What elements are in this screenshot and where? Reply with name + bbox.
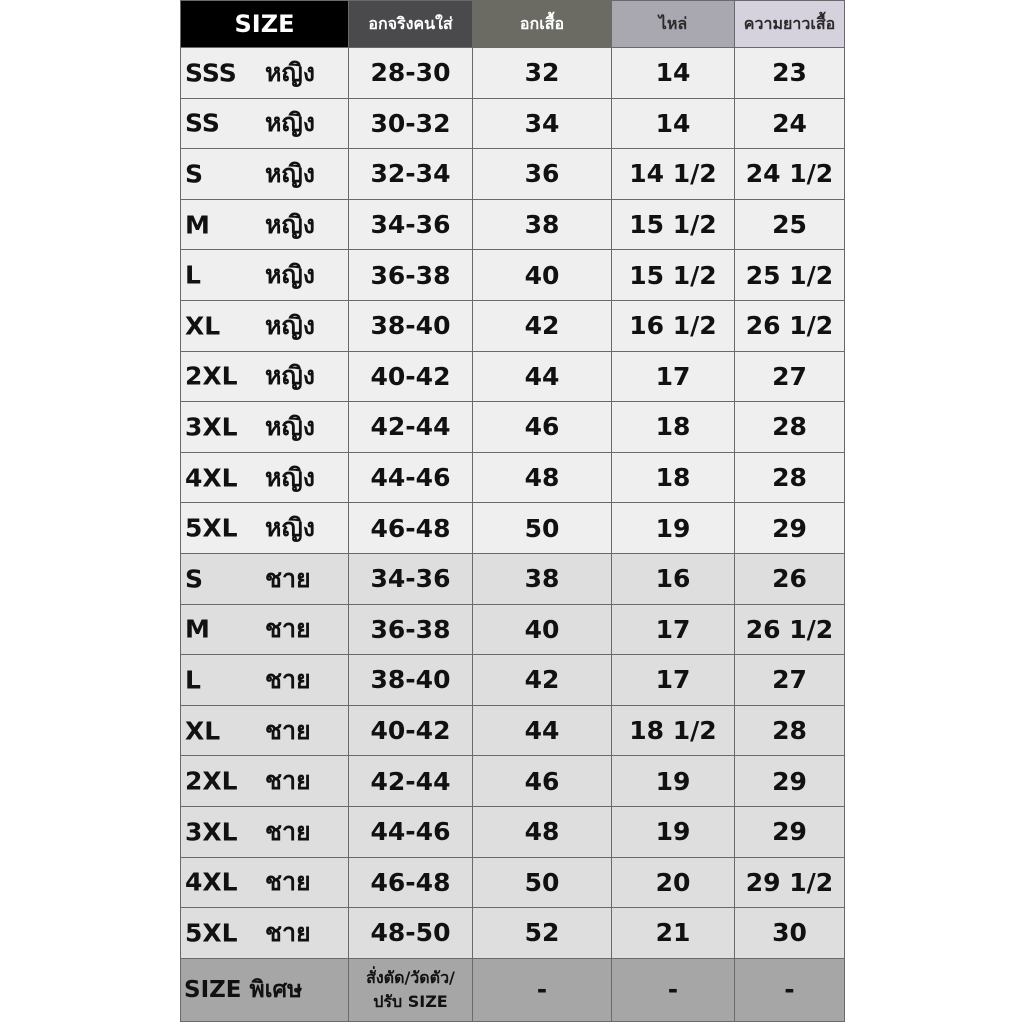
size-code: 4XL [185,867,238,897]
size-cell [181,857,349,908]
gender-label: ชาย [265,664,311,694]
table-row [181,48,845,99]
size-cell [181,756,349,807]
size-cell [181,300,349,351]
shoulder-cell: 19 [612,503,735,554]
table-row [181,806,845,857]
size-code: XL [185,311,221,341]
shirt-length-cell: - [735,958,845,1021]
size-cell [181,48,349,99]
table-row [181,351,845,402]
shirt-length-cell: 24 [735,98,845,149]
shirt-chest-cell: 42 [473,300,612,351]
table-row [181,908,845,959]
size-cell [181,604,349,655]
table-row [181,149,845,200]
gender-label: ชาย [265,867,311,897]
size-cell [181,199,349,250]
body-chest-cell: 44-46 [349,452,473,503]
size-cell [181,705,349,756]
shoulder-cell: 20 [612,857,735,908]
shirt-chest-cell: 36 [473,149,612,200]
table-header [181,1,845,48]
shirt-chest-cell: 46 [473,756,612,807]
shirt-chest-cell: 50 [473,503,612,554]
shirt-length-cell: 26 1/2 [735,604,845,655]
header-size: SIZE [181,1,349,48]
gender-label: หญิง [265,361,315,391]
shoulder-cell: 21 [612,908,735,959]
size-cell [181,958,349,1021]
gender-label: หญิง [265,209,315,239]
body-chest-cell: 42-44 [349,756,473,807]
custom-order-note [349,958,473,1021]
gender-label: ชาย [265,563,311,593]
gender-label: ชาย [265,715,311,745]
table-row [181,857,845,908]
gender-label: ชาย [265,766,311,796]
size-code: L [185,260,201,290]
shirt-length-cell: 29 [735,503,845,554]
size-cell [181,806,349,857]
shirt-chest-cell: 40 [473,604,612,655]
special-size-row [181,958,845,1021]
gender-label: ชาย [265,816,311,846]
shoulder-cell: 16 1/2 [612,300,735,351]
body-chest-cell: 36-38 [349,604,473,655]
shoulder-cell: 14 [612,48,735,99]
body-chest-cell: 42-44 [349,402,473,453]
gender-label: ชาย [265,614,311,644]
shirt-length-cell: 30 [735,908,845,959]
size-code: 3XL [185,817,238,847]
custom-order-note-line: ปรับ SIZE [373,991,448,1011]
shirt-chest-cell: 44 [473,705,612,756]
shoulder-cell: 14 [612,98,735,149]
body-chest-cell: 44-46 [349,806,473,857]
size-cell [181,402,349,453]
size-cell [181,908,349,959]
size-cell [181,351,349,402]
shirt-length-cell: 26 [735,553,845,604]
gender-label: หญิง [265,108,315,138]
table-row [181,402,845,453]
shirt-chest-cell: 50 [473,857,612,908]
body-chest-cell: 28-30 [349,48,473,99]
shirt-chest-cell: 46 [473,402,612,453]
shoulder-cell: 19 [612,806,735,857]
body-chest-cell: 38-40 [349,300,473,351]
shirt-length-cell: 27 [735,351,845,402]
shoulder-cell: 15 1/2 [612,250,735,301]
shirt-chest-cell: 38 [473,199,612,250]
size-cell [181,98,349,149]
body-chest-cell: 38-40 [349,655,473,706]
size-chart-table [180,0,845,1022]
shoulder-cell: 18 1/2 [612,705,735,756]
size-code: SSS [185,58,237,88]
body-chest-cell: 40-42 [349,705,473,756]
header-body-chest: อกจริงคนใส่ [349,1,473,48]
shoulder-cell: 15 1/2 [612,199,735,250]
body-chest-cell: 40-42 [349,351,473,402]
size-code: S [185,159,204,189]
shoulder-cell: 16 [612,553,735,604]
gender-label: หญิง [265,260,315,290]
size-code: 3XL [185,412,238,442]
table-row [181,98,845,149]
shirt-length-cell: 28 [735,705,845,756]
shirt-length-cell: 26 1/2 [735,300,845,351]
size-cell [181,250,349,301]
table-row [181,250,845,301]
size-code: XL [185,716,221,746]
size-cell [181,655,349,706]
shirt-chest-cell: - [473,958,612,1021]
table-row [181,300,845,351]
header-shirt-chest: อกเสื้อ [473,1,612,48]
shirt-length-cell: 24 1/2 [735,149,845,200]
size-code: 5XL [185,918,238,948]
size-code: SS [185,108,220,138]
shirt-chest-cell: 48 [473,806,612,857]
shirt-length-cell: 25 1/2 [735,250,845,301]
body-chest-cell: 46-48 [349,503,473,554]
shoulder-cell: - [612,958,735,1021]
body-chest-cell: 46-48 [349,857,473,908]
shirt-length-cell: 25 [735,199,845,250]
table-row [181,655,845,706]
shirt-chest-cell: 34 [473,98,612,149]
size-code: 4XL [185,463,238,493]
special-size-label: SIZE พิเศษ [184,976,303,1003]
size-code: M [185,614,210,644]
shirt-chest-cell: 32 [473,48,612,99]
table-row [181,705,845,756]
body-chest-cell: 48-50 [349,908,473,959]
shirt-chest-cell: 44 [473,351,612,402]
header-row [181,1,845,48]
custom-order-note-line: สั่งตัด/วัดตัว/ [366,967,455,987]
table-row [181,452,845,503]
gender-label: หญิง [265,57,315,87]
size-code: 2XL [185,361,238,391]
body-chest-cell: 30-32 [349,98,473,149]
shoulder-cell: 14 1/2 [612,149,735,200]
shirt-chest-cell: 42 [473,655,612,706]
size-cell [181,553,349,604]
shirt-chest-cell: 38 [473,553,612,604]
gender-label: ชาย [265,917,311,947]
table-row [181,604,845,655]
shirt-length-cell: 28 [735,402,845,453]
body-chest-cell: 32-34 [349,149,473,200]
size-code: 2XL [185,766,238,796]
shirt-length-cell: 23 [735,48,845,99]
table-row [181,756,845,807]
shoulder-cell: 18 [612,402,735,453]
table-row [181,503,845,554]
shoulder-cell: 17 [612,604,735,655]
size-code: M [185,210,210,240]
body-chest-cell: 34-36 [349,199,473,250]
shirt-length-cell: 29 [735,756,845,807]
body-chest-cell: 36-38 [349,250,473,301]
shirt-length-cell: 29 1/2 [735,857,845,908]
header-shoulder: ไหล่ [612,1,735,48]
shoulder-cell: 19 [612,756,735,807]
size-cell [181,149,349,200]
gender-label: หญิง [265,411,315,441]
header-shirt-length: ความยาวเสื้อ [735,1,845,48]
gender-label: หญิง [265,513,315,543]
shirt-chest-cell: 48 [473,452,612,503]
body-chest-cell: 34-36 [349,553,473,604]
gender-label: หญิง [265,310,315,340]
size-cell [181,503,349,554]
shoulder-cell: 18 [612,452,735,503]
table-body [181,48,845,1022]
shirt-chest-cell: 40 [473,250,612,301]
shirt-length-cell: 28 [735,452,845,503]
gender-label: หญิง [265,158,315,188]
size-code: S [185,564,204,594]
shirt-chest-cell: 52 [473,908,612,959]
shirt-length-cell: 27 [735,655,845,706]
size-code: 5XL [185,513,238,543]
size-code: L [185,665,201,695]
gender-label: หญิง [265,462,315,492]
shoulder-cell: 17 [612,351,735,402]
size-cell [181,452,349,503]
shirt-length-cell: 29 [735,806,845,857]
table-row [181,199,845,250]
shoulder-cell: 17 [612,655,735,706]
table-row [181,553,845,604]
